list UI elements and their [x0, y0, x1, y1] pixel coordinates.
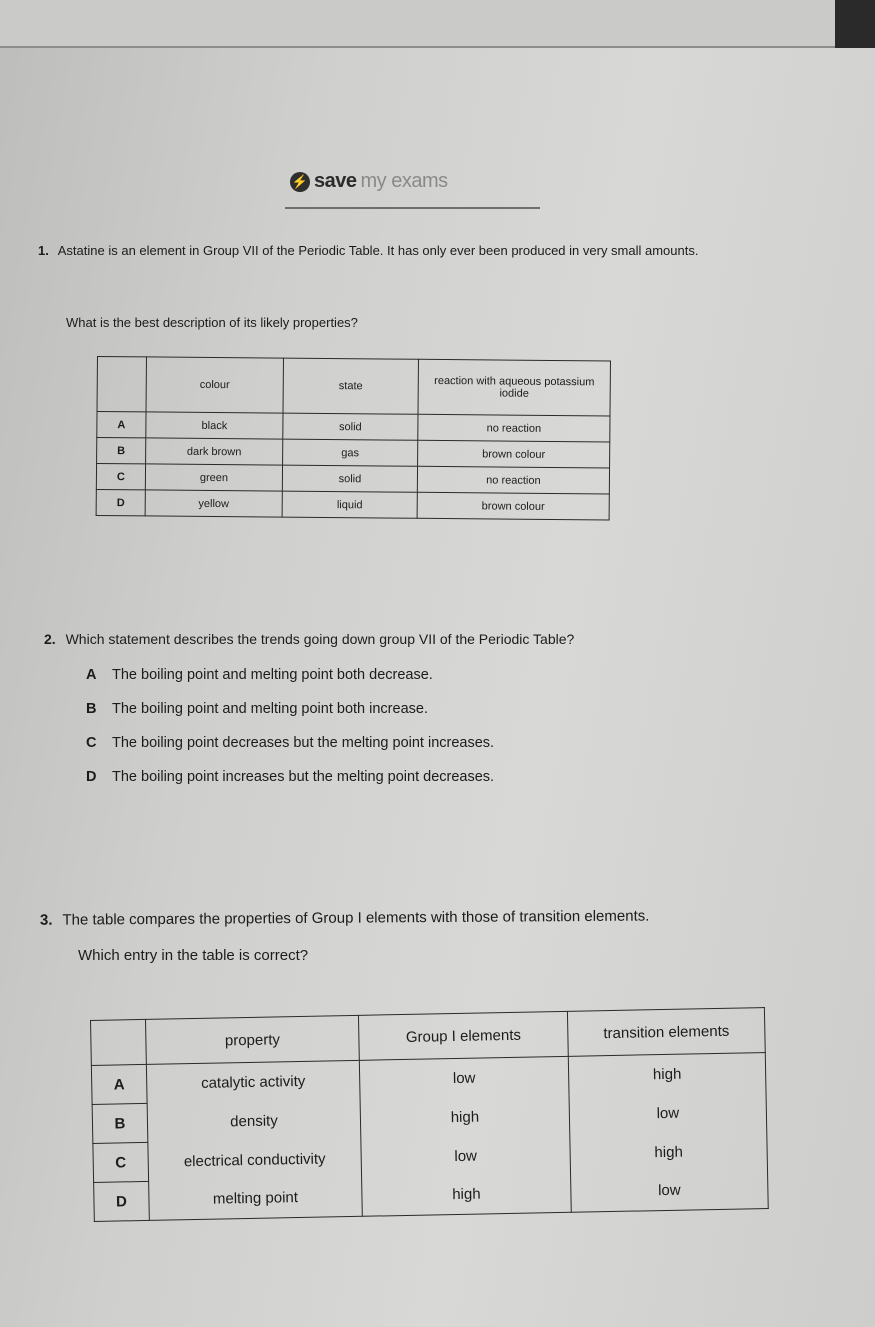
table-cell: no reaction [418, 414, 610, 442]
table-cell: low [359, 1056, 569, 1099]
table-header-cell: property [145, 1015, 359, 1064]
table-cell: high [360, 1095, 570, 1138]
option-letter: C [93, 1142, 149, 1182]
option-d[interactable] [86, 769, 494, 785]
option-letter: A [97, 412, 146, 438]
option-text: The boiling point and melting point both decrease. [112, 667, 433, 683]
table-header-cell: reaction with aqueous potassium iodide [418, 359, 610, 416]
table-header-cell: colour [146, 357, 283, 413]
option-text: The boiling point increases but the melting point decreases. [112, 769, 495, 785]
table-header-cell: transition elements [567, 1008, 765, 1057]
option-letter: B [86, 701, 97, 717]
sheet-edge [0, 0, 858, 48]
table-cell: dark brown [146, 438, 283, 465]
background-corner [835, 0, 875, 48]
option-letter: D [94, 1181, 150, 1221]
question-3-text: The table compares the properties of Group I elements with those of transition elements. [62, 907, 650, 929]
question-1 [38, 242, 798, 260]
table-cell: low [569, 1092, 767, 1135]
option-text: The boiling point and melting point both increase. [112, 701, 428, 717]
table-cell: gas [283, 439, 418, 466]
logo-save-text: save [314, 170, 357, 192]
question-1-table [96, 356, 611, 520]
option-letter: B [92, 1103, 148, 1143]
table-cell: high [362, 1173, 572, 1216]
question-2-number: 2. [44, 631, 56, 647]
table-cell: yellow [145, 490, 282, 517]
table-cell: low [361, 1134, 571, 1177]
logo-underline [285, 207, 540, 209]
option-c[interactable] [86, 735, 494, 751]
table-cell: low [571, 1170, 769, 1213]
table-cell: high [570, 1131, 768, 1174]
option-letter: C [86, 735, 97, 751]
option-letter: D [96, 489, 145, 515]
option-letter: A [91, 1064, 147, 1104]
option-letter: A [86, 667, 97, 683]
table-cell: brown colour [418, 440, 610, 468]
table-header-cell: state [283, 358, 418, 414]
table-row [96, 489, 609, 519]
table-cell: catalytic activity [146, 1060, 360, 1103]
table-cell: density [147, 1099, 361, 1142]
question-2 [44, 630, 844, 649]
question-2-text: Which statement describes the trends going down group VII of the Periodic Table? [65, 631, 575, 647]
question-3-table [90, 1007, 769, 1222]
table-header-cell [97, 357, 146, 412]
table-cell: solid [283, 413, 418, 440]
logo [290, 170, 448, 193]
table-cell: electrical conductivity [148, 1138, 362, 1181]
question-1-prompt: What is the best description of its likely properties? [66, 315, 358, 330]
table-cell: brown colour [417, 492, 609, 520]
lightning-icon: ⚡ [290, 172, 310, 192]
table-header-row [97, 357, 610, 416]
table-header-cell: Group I elements [358, 1011, 568, 1060]
option-letter: D [86, 769, 97, 785]
option-letter: B [97, 438, 146, 464]
table-cell: liquid [282, 491, 417, 518]
table-cell: black [146, 412, 283, 439]
table-cell: melting point [149, 1177, 363, 1220]
table-cell: solid [282, 465, 417, 492]
question-3-prompt: Which entry in the table is correct? [78, 947, 309, 964]
option-letter: C [96, 464, 145, 490]
table-header-cell [91, 1019, 147, 1065]
option-b[interactable] [86, 701, 428, 717]
question-1-number: 1. [38, 243, 49, 258]
table-cell: high [568, 1053, 766, 1096]
question-1-text: Astatine is an element in Group VII of the Periodic Table. It has only ever been produced in very small amounts. [57, 243, 699, 258]
table-cell: green [145, 464, 282, 491]
question-3 [40, 905, 840, 931]
logo-rest-text: my exams [360, 170, 448, 192]
question-3-number: 3. [39, 911, 53, 929]
option-text: The boiling point decreases but the melting point increases. [112, 735, 495, 751]
option-a[interactable] [86, 667, 433, 683]
table-cell: no reaction [417, 466, 609, 494]
